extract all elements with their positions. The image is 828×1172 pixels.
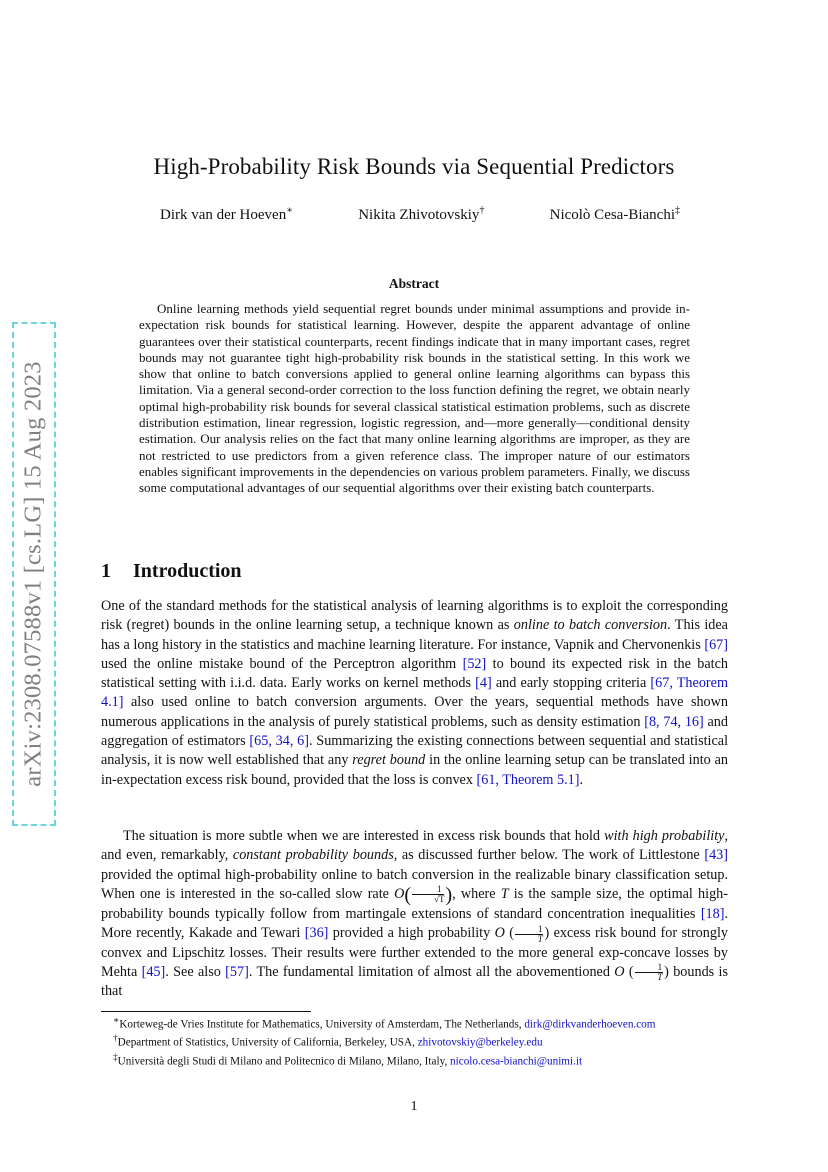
math-fast-rate: O ( $\frac{1}{T}$ ) bbox=[614, 962, 669, 983]
section-heading bbox=[101, 560, 242, 583]
footnote: †Department of Statistics, University of California, Berkeley, USA, zhivotovskiy@berkeley.edu bbox=[113, 1034, 543, 1050]
footnote: ∗Korteweg-de Vries Institute for Mathematics, University of Amsterdam, The Netherlands, dirk@dirkvanderhoeven.com bbox=[113, 1016, 656, 1031]
math-slow-rate: O( $\frac{1}{√T}$ ) bbox=[394, 883, 453, 906]
citation-link[interactable]: [43] bbox=[704, 847, 728, 864]
email-link[interactable]: dirk@dirkvanderhoeven.com bbox=[524, 1018, 656, 1031]
citation-link[interactable]: [36] bbox=[304, 925, 329, 942]
citation-link[interactable]: [4] bbox=[475, 675, 492, 692]
email-link[interactable]: nicolo.cesa-bianchi@unimi.it bbox=[450, 1055, 583, 1068]
author-mark: ∗ bbox=[286, 205, 294, 216]
citation-link[interactable]: [67, Theorem 4.1] bbox=[101, 675, 728, 711]
page-number: 1 bbox=[410, 1099, 418, 1114]
arxiv-stamp bbox=[12, 322, 56, 826]
citation-link[interactable]: [52] bbox=[462, 655, 487, 672]
citation-link[interactable]: [18] bbox=[700, 906, 725, 923]
author: Nikita Zhivotovskiy† bbox=[358, 205, 485, 223]
author-mark: † bbox=[479, 205, 485, 216]
math-fast-rate: O ( $\frac{1}{T}$ ) bbox=[494, 923, 550, 944]
footnotes bbox=[101, 1014, 728, 1069]
author: Nicolò Cesa-Bianchi‡ bbox=[549, 205, 680, 223]
arxiv-identifier: arXiv:2308.07588v1 [cs.LG] 15 Aug 2023 bbox=[20, 361, 48, 787]
paper-title: High-Probability Risk Bounds via Sequential Predictors bbox=[153, 154, 675, 179]
emphasis: regret bound bbox=[352, 752, 426, 769]
citation-link[interactable]: [61, Theorem 5.1] bbox=[476, 771, 580, 788]
section-number: 1 bbox=[101, 560, 111, 582]
footnote-rule bbox=[101, 1011, 311, 1012]
citation-link[interactable]: [8, 74, 16] bbox=[644, 713, 704, 730]
citation-link[interactable]: [45] bbox=[141, 964, 166, 981]
emphasis: constant probability bounds bbox=[232, 847, 394, 864]
author-mark: ‡ bbox=[675, 205, 680, 216]
citation-link[interactable]: [65, 34, 6] bbox=[249, 733, 309, 750]
citation-link[interactable]: [67] bbox=[704, 636, 728, 653]
author-list bbox=[160, 205, 680, 224]
section-title: Introduction bbox=[133, 560, 242, 582]
author: Dirk van der Hoeven∗ bbox=[160, 205, 294, 223]
abstract-heading: Abstract bbox=[388, 276, 440, 291]
emphasis: online to batch conversion bbox=[513, 617, 668, 634]
footnote: ‡Università degli Studi di Milano and Politecnico di Milano, Milano, Italy, nicolo.cesa-bianchi@unimi.it bbox=[113, 1052, 583, 1068]
email-link[interactable]: zhivotovskiy@berkeley.edu bbox=[417, 1037, 543, 1050]
citation-link[interactable]: [57] bbox=[225, 964, 249, 981]
intro-paragraph-2: The situation is more subtle when we are interested in excess risk bounds that hold with high probability, and even, remarkably, constant probability bounds, as discussed further below. The work of Littlestone [43] provided the optimal high-probability online to batch conversion in the realizable binary classification setup. When one is interested in the so-called slow rate O( $\frac{1}{√T}$ ), where T is the sample size, the optimal high-probability bounds typically follow from martingale extensions of standard concentration inequalities [18]. More recently, Kakade and Tewari [36] provided a high probability O ( $\frac{1}{T}$ ) excess risk bound for strongly convex and Lipschitz losses. Their results were further extended to the more general exp-concave losses by Mehta [45]. See also [57]. The fundamental limitation of almost all the abovementioned O ( $\frac{1}{T}$ ) bounds is that bbox=[101, 828, 729, 1000]
math-var-T: T bbox=[500, 885, 509, 902]
abstract-text: Online learning methods yield sequential regret bounds under minimal assumptions and provide in-expectation risk bounds for statistical learning. However, despite the apparent advantage of online guarantees over their statistical counterparts, recent findings indicate that in many important cases, regret bounds may not guarantee tight high-probability risk bounds in the statistical setting. In this work we show that online to batch conversions applied to general online learning algorithms can bypass this limitation. Via a general second-order correction to the loss function defining the regret, we obtain nearly optimal high-probability risk bounds for several classical statistical estimation problems, such as discrete distribution estimation, linear regression, logistic regression, and—more generally—conditional density estimation. Our analysis relies on the fact that many online learning algorithms are improper, as they are not restricted to use predictors from a given reference class. The improper nature of our estimators enables significant improvements in the dependencies on various problem parameters. Finally, we discuss some computational advantages of our sequential algorithms over their existing batch counterparts. bbox=[139, 301, 690, 496]
intro-paragraph-1: One of the standard methods for the statistical analysis of learning algorithms is to exploit the corresponding risk (regret) bounds in the online learning setup, a technique known as online to batch conversion. This idea has a long history in the statistics and machine learning literature. For instance, Vapnik and Chervonenkis [67] used the online mistake bound of the Perceptron algorithm [52] to bound its expected risk in the batch statistical setting with i.i.d. data. Early works on kernel methods [4] and early stopping criteria [67, Theorem 4.1] also used online to batch conversion arguments. Over the years, sequential methods have shown numerous applications in the analysis of purely statistical problems, such as density estimation [8, 74, 16] and aggregation of estimators [65, 34, 6]. Summarizing the existing connections between sequential and statistical analysis, it is now well established that any regret bound in the online learning setup can be translated into an in-expectation excess risk bound, provided that the loss is convex [61, Theorem 5.1]. bbox=[101, 598, 729, 788]
emphasis: with high probability bbox=[604, 828, 725, 844]
